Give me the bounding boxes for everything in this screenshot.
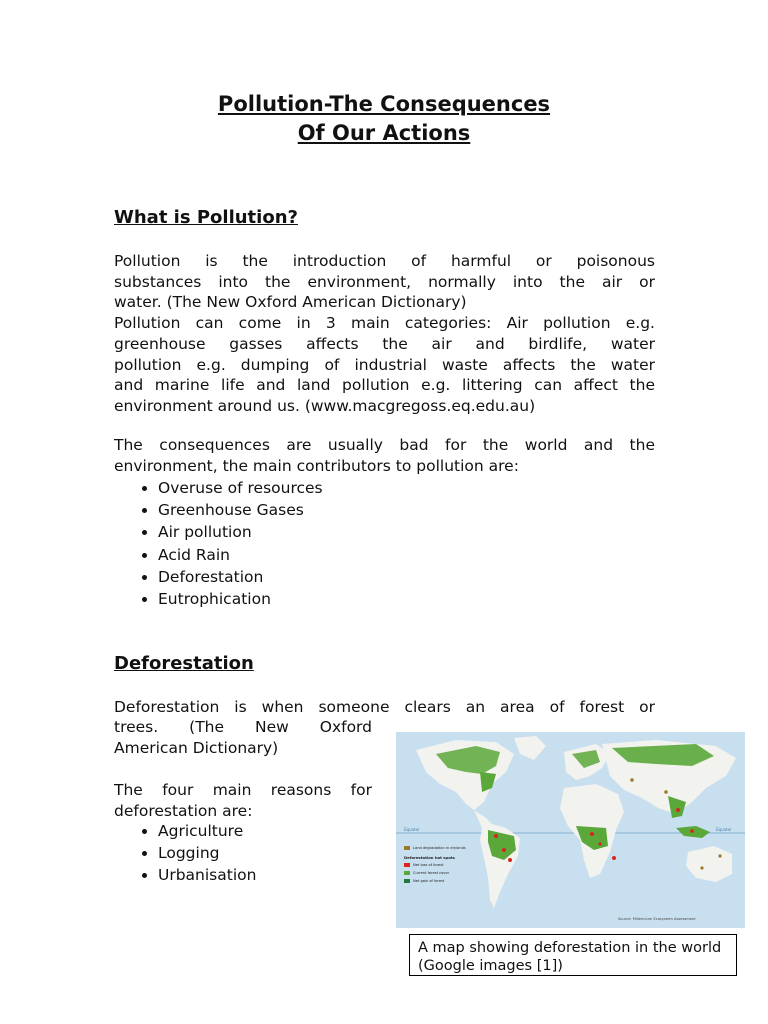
contributors-list [134,477,323,610]
list-item: • Overuse of resources [158,477,323,499]
legend-item-loss: Net loss of forest [413,863,444,867]
para-line: substances into the environment, normally into the air or [114,272,655,291]
para-line: environment, the main contributors to pollution are: [114,456,519,475]
para-line: greenhouse gasses affects the air and birdlife, water [114,334,655,353]
list-item: • Greenhouse Gases [158,499,323,521]
paragraph-deforestation-def-cont [114,717,372,758]
paragraph-deforestation-def [114,697,655,718]
heading-what-is-pollution: What is Pollution? [114,207,298,228]
list-item: • Eutrophication [158,588,323,610]
para-line: and marine life and land pollution e.g. littering can affect the [114,376,655,395]
list-item: • Air pollution [158,521,323,543]
heading-deforestation: Deforestation [114,653,254,674]
para-line: The consequences are usually bad for the world and the [114,436,655,454]
list-item: • Deforestation [158,566,323,588]
equator-label-left: Equator [404,827,420,832]
equator-label-right: Equator [716,827,732,832]
para-line: deforestation are: [114,801,253,820]
caption-line-1: A map showing deforestation in the world [418,940,722,956]
para-line: Pollution is the introduction of harmful or poisonous [114,252,655,270]
title-line-2: Of Our Actions [297,121,471,145]
para-line: water. (The New Oxford American Dictionary) [114,293,467,312]
world-map-graphic [396,732,745,928]
para-line: Pollution can come in 3 main categories: Air pollution e.g. [114,314,655,333]
para-line: pollution e.g. dumping of industrial waste affects the water [114,355,655,374]
caption-line-2: (Google images [1]) [418,958,563,974]
para-line: Deforestation is when someone clears an area of forest or [114,698,655,716]
para-line: environment around us. (www.macgregoss.eq.edu.au) [114,396,536,415]
document-title [0,90,768,148]
list-item: • Logging [158,842,256,864]
deforestation-map-image [396,732,745,928]
para-line: American Dictionary) [114,738,279,757]
legend-dryland-label: Land degradation in drylands [413,846,466,850]
reasons-list [134,820,256,887]
legend-item-cover: Current forest cover [413,871,450,875]
paragraph-reasons [114,780,372,821]
para-line: The four main reasons for [114,781,372,799]
map-source-text: Source: Millennium Ecosystem Assessment [618,917,696,921]
paragraph-consequences [114,435,655,476]
title-line-1: Pollution-The Consequences [217,92,551,116]
paragraph-definition [114,251,655,417]
legend-item-gain: Net gain of forest [413,879,445,883]
list-item: • Urbanisation [158,864,256,886]
legend-title: Deforestation hot spots [404,855,455,860]
list-item: • Acid Rain [158,544,323,566]
map-caption [409,934,737,976]
para-line: trees. (The New Oxford [114,718,372,736]
list-item: • Agriculture [158,820,256,842]
